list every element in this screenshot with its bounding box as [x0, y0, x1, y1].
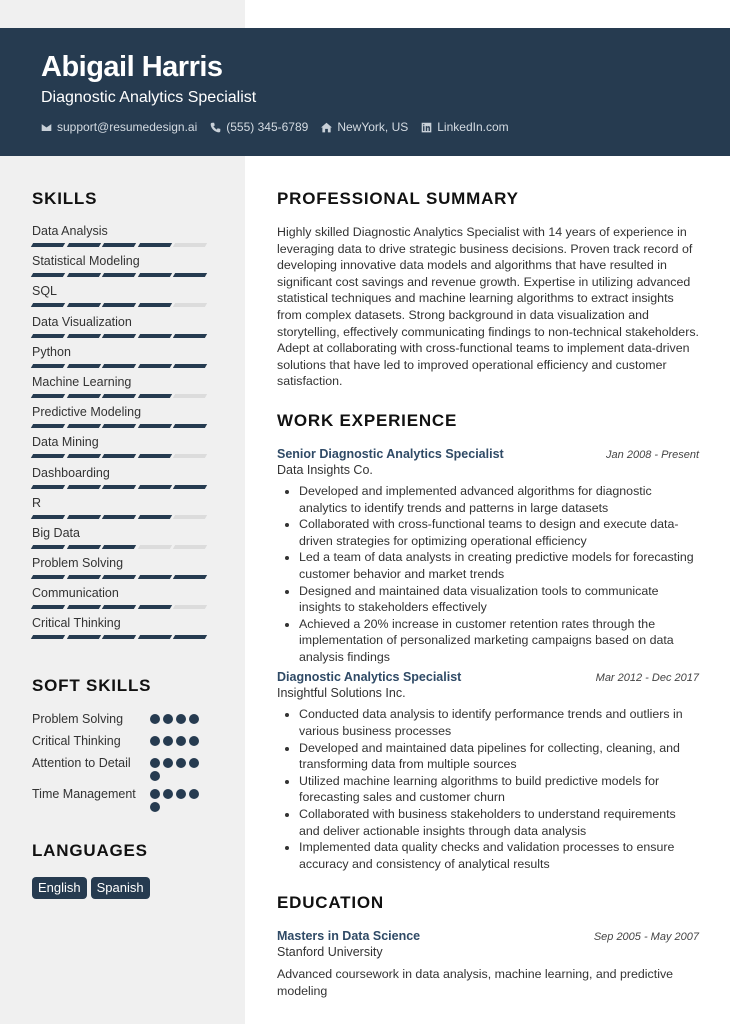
skill-segment-filled	[66, 424, 100, 428]
rating-dot	[189, 789, 199, 799]
skill-segment-filled	[102, 545, 136, 549]
skill-item	[32, 616, 217, 646]
language-badge: English	[32, 877, 87, 899]
job-date: Jan 2008 - Present	[606, 448, 699, 461]
skill-segment-filled	[137, 394, 171, 398]
contact-location-text: NewYork, US	[337, 120, 409, 134]
skill-segment-filled	[173, 424, 207, 428]
skill-segment-filled	[102, 454, 136, 458]
skill-segment-filled	[137, 243, 171, 247]
skills-heading: SKILLS	[32, 189, 98, 208]
skill-segment-filled	[66, 364, 100, 368]
language-badge: Spanish	[91, 877, 150, 899]
skill-level-bar	[32, 273, 217, 277]
soft-skill-rating	[150, 733, 210, 746]
bullet-item: • Conducted data analysis to identify performance trends and outliers in various business processes	[299, 706, 699, 739]
skill-segment-filled	[102, 424, 136, 428]
rating-dot	[163, 736, 173, 746]
soft-skill-item	[32, 733, 217, 750]
soft-skills-list	[32, 711, 217, 812]
contact-phone[interactable]	[210, 120, 308, 134]
skill-item	[32, 466, 217, 496]
skill-level-bar	[32, 575, 217, 579]
soft-skill-name: Attention to Detail	[32, 755, 131, 770]
skill-segment-filled	[102, 394, 136, 398]
soft-skill-item	[32, 786, 217, 812]
skill-segment-filled	[173, 273, 207, 277]
contact-row	[41, 120, 730, 134]
skill-segment-filled	[102, 605, 136, 609]
main-content	[277, 188, 699, 1004]
skill-segment-empty	[173, 394, 207, 398]
rating-dot	[163, 789, 173, 799]
degree-title: Masters in Data Science	[277, 929, 421, 944]
candidate-title: Diagnostic Analytics Specialist	[41, 89, 257, 106]
skill-name: SQL	[32, 284, 58, 299]
bullet-item: • Utilized machine learning algorithms to build predictive models for forecasting sales and customer churn	[299, 773, 699, 806]
skill-segment-filled	[102, 364, 136, 368]
skill-level-bar	[32, 394, 217, 398]
skill-segment-filled	[137, 515, 171, 519]
skill-segment-filled	[102, 334, 136, 338]
skill-segment-filled	[31, 273, 65, 277]
skill-level-bar	[32, 243, 217, 247]
job-entry	[277, 669, 699, 872]
skill-segment-filled	[137, 364, 171, 368]
skill-segment-filled	[137, 303, 171, 307]
bullet-item: • Led a team of data analysts in creating predictive models for forecasting customer behavior and market trends	[299, 549, 699, 582]
skill-item	[32, 526, 217, 556]
skill-segment-filled	[66, 485, 100, 489]
contact-email-text: support@resumedesign.ai	[57, 120, 198, 134]
company-name: Data Insights Co.	[277, 462, 373, 477]
education-date: Sep 2005 - May 2007	[593, 931, 699, 944]
soft-skill-item	[32, 711, 217, 728]
skill-segment-filled	[31, 635, 65, 639]
skill-item	[32, 586, 217, 616]
skill-name: Python	[32, 344, 71, 359]
skill-segment-empty	[173, 605, 207, 609]
skill-item	[32, 224, 217, 254]
skill-segment-filled	[66, 575, 100, 579]
skill-segment-filled	[31, 575, 65, 579]
education-header	[277, 928, 699, 944]
contact-linkedin[interactable]	[421, 120, 508, 134]
skill-segment-filled	[31, 515, 65, 519]
job-title: Senior Diagnostic Analytics Specialist	[277, 446, 504, 461]
soft-skills-heading: SOFT SKILLS	[32, 675, 152, 695]
skill-name: Data Analysis	[32, 224, 108, 238]
skill-item	[32, 496, 217, 526]
skill-name: Dashboarding	[32, 465, 110, 480]
rating-dot	[176, 789, 186, 799]
skill-item	[32, 375, 217, 405]
envelope-icon	[41, 122, 52, 133]
skill-segment-filled	[173, 635, 207, 639]
skill-name: Big Data	[32, 525, 80, 540]
bullet-item: • Collaborated with business stakeholders to understand requirements and deliver actionable insights through data analysis	[299, 806, 699, 839]
rating-dot	[176, 736, 186, 746]
rating-dot	[150, 714, 160, 724]
skill-level-bar	[32, 334, 217, 338]
skill-segment-filled	[66, 454, 100, 458]
languages-heading: LANGUAGES	[32, 840, 148, 860]
skill-level-bar	[32, 454, 217, 458]
soft-skill-name: Problem Solving	[32, 711, 124, 726]
skill-segment-filled	[102, 485, 136, 489]
skill-segment-empty	[173, 515, 207, 519]
skill-segment-filled	[66, 545, 100, 549]
skill-level-bar	[32, 545, 217, 549]
work-experience-heading: WORK EXPERIENCE	[277, 410, 458, 430]
sidebar	[32, 188, 217, 899]
skill-segment-filled	[137, 334, 171, 338]
skill-segment-empty	[173, 303, 207, 307]
skill-segment-filled	[137, 454, 171, 458]
skill-segment-filled	[137, 485, 171, 489]
skill-segment-filled	[31, 394, 65, 398]
skill-segment-filled	[66, 334, 100, 338]
skill-segment-filled	[66, 273, 100, 277]
rating-dot	[176, 714, 186, 724]
rating-dot	[189, 714, 199, 724]
skill-segment-empty	[173, 454, 207, 458]
skill-segment-filled	[31, 303, 65, 307]
soft-skill-rating	[150, 786, 210, 812]
job-header	[277, 446, 699, 462]
resume-header	[0, 28, 730, 156]
skill-segment-filled	[137, 605, 171, 609]
skill-segment-empty	[173, 545, 207, 549]
bullet-item: • Collaborated with cross-functional teams to design and execute data-driven strategies for optimizing operational efficiency	[299, 516, 699, 549]
skill-segment-filled	[31, 454, 65, 458]
linkedin-icon	[421, 122, 432, 133]
bullet-item: • Designed and maintained data visualization tools to communicate insights to stakeholders effectively	[299, 583, 699, 616]
skill-name: Problem Solving	[32, 556, 124, 571]
skill-segment-filled	[31, 545, 65, 549]
skill-segment-filled	[66, 515, 100, 519]
contact-location	[321, 120, 408, 134]
skill-level-bar	[32, 605, 217, 609]
skill-name: Machine Learning	[32, 374, 132, 389]
job-title: Diagnostic Analytics Specialist	[277, 670, 462, 685]
education-description: Advanced coursework in data analysis, machine learning, and predictive modeling	[277, 967, 674, 998]
skill-item	[32, 405, 217, 435]
skill-segment-filled	[137, 424, 171, 428]
job-date: Mar 2012 - Dec 2017	[595, 672, 699, 685]
skill-segment-filled	[31, 364, 65, 368]
rating-dot	[150, 771, 160, 781]
skill-segment-filled	[31, 424, 65, 428]
bullet-item: • Developed and implemented advanced algorithms for diagnostic analytics to identify trends and patterns in large datasets	[299, 483, 699, 516]
languages-list	[32, 877, 217, 899]
skill-segment-filled	[102, 515, 136, 519]
rating-dot	[150, 736, 160, 746]
education-list	[277, 928, 699, 999]
skill-item	[32, 284, 217, 314]
job-entry	[277, 446, 699, 666]
skill-segment-filled	[31, 334, 65, 338]
skill-name: Communication	[32, 586, 119, 601]
summary-text: Highly skilled Diagnostic Analytics Specialist with 14 years of experience in leveraging data to drive strategic business decisions. Proven track record of developing innovative data models and algorithms that have resulted in significant cost savings and revenue growth. Expertise in utilizing advanced statistical techniques and machine learning algorithms to extract insights from complex datasets. Strong background in data visualization and storytelling, effectively communicating findings to non-technical stakeholders. Adept at collaborating with cross-functional teams to implement data-driven solutions that have led to improved operational efficiency and customer satisfaction.	[277, 225, 699, 389]
skill-segment-filled	[173, 575, 207, 579]
soft-skill-name: Time Management	[32, 786, 136, 801]
skill-segment-filled	[102, 243, 136, 247]
rating-dot	[163, 714, 173, 724]
skill-segment-filled	[66, 243, 100, 247]
skill-segment-filled	[137, 273, 171, 277]
skill-item	[32, 556, 217, 586]
skill-segment-filled	[66, 394, 100, 398]
skill-segment-filled	[102, 575, 136, 579]
skill-level-bar	[32, 364, 217, 368]
skill-segment-filled	[173, 485, 207, 489]
skill-level-bar	[32, 485, 217, 489]
job-header	[277, 669, 699, 685]
skill-segment-filled	[66, 635, 100, 639]
skill-item	[32, 315, 217, 345]
school-name: Stanford University	[277, 945, 383, 960]
skill-segment-filled	[66, 605, 100, 609]
contact-phone-text: (555) 345-6789	[226, 120, 309, 134]
rating-dot	[176, 758, 186, 768]
education-heading: EDUCATION	[277, 893, 384, 913]
rating-dot	[163, 758, 173, 768]
candidate-name: Abigail Harris	[41, 51, 223, 83]
skill-item	[32, 345, 217, 375]
skill-segment-filled	[31, 485, 65, 489]
skill-level-bar	[32, 515, 217, 519]
skill-name: Critical Thinking	[32, 616, 121, 631]
skill-segment-filled	[31, 243, 65, 247]
skill-segment-filled	[173, 364, 207, 368]
skill-segment-filled	[173, 334, 207, 338]
skill-name: Data Mining	[32, 435, 99, 450]
skill-segment-filled	[137, 575, 171, 579]
rating-dot	[150, 758, 160, 768]
skill-segment-filled	[102, 303, 136, 307]
skill-name: R	[32, 495, 42, 510]
contact-linkedin-text: LinkedIn.com	[437, 120, 509, 134]
bullet-item: • Achieved a 20% increase in customer retention rates through the implementation of personalized marketing campaigns based on data analysis findings	[299, 616, 699, 666]
summary-heading: PROFESSIONAL SUMMARY	[277, 189, 519, 208]
rating-dot	[150, 802, 160, 812]
education-entry	[277, 928, 699, 999]
skill-name: Statistical Modeling	[32, 254, 140, 269]
company-name: Insightful Solutions Inc.	[277, 686, 406, 701]
skill-segment-filled	[102, 635, 136, 639]
skill-item	[32, 435, 217, 465]
skill-segment-filled	[31, 605, 65, 609]
soft-skill-name: Critical Thinking	[32, 733, 121, 748]
skill-segment-empty	[137, 545, 171, 549]
bullet-item: • Developed and maintained data pipelines for collecting, cleaning, and transforming data from multiple sources	[299, 740, 699, 773]
skill-segment-filled	[66, 303, 100, 307]
bullet-item: • Implemented data quality checks and validation processes to ensure accuracy and consistency of analytical results	[299, 839, 699, 872]
jobs-list	[277, 446, 699, 872]
skill-segment-empty	[173, 243, 207, 247]
skill-level-bar	[32, 635, 217, 639]
soft-skill-rating	[150, 711, 210, 724]
soft-skill-rating	[150, 755, 210, 781]
skill-name: Predictive Modeling	[32, 405, 142, 420]
skill-segment-filled	[102, 273, 136, 277]
skill-level-bar	[32, 303, 217, 307]
home-icon	[321, 122, 332, 133]
skill-name: Data Visualization	[32, 314, 132, 329]
skill-item	[32, 254, 217, 284]
soft-skill-item	[32, 755, 217, 781]
rating-dot	[189, 736, 199, 746]
job-bullets	[277, 706, 699, 872]
rating-dot	[150, 789, 160, 799]
skill-level-bar	[32, 424, 217, 428]
skill-segment-filled	[137, 635, 171, 639]
contact-email[interactable]	[41, 120, 197, 134]
rating-dot	[189, 758, 199, 768]
phone-icon	[210, 122, 221, 133]
skills-list	[32, 224, 217, 647]
job-bullets	[277, 483, 699, 666]
